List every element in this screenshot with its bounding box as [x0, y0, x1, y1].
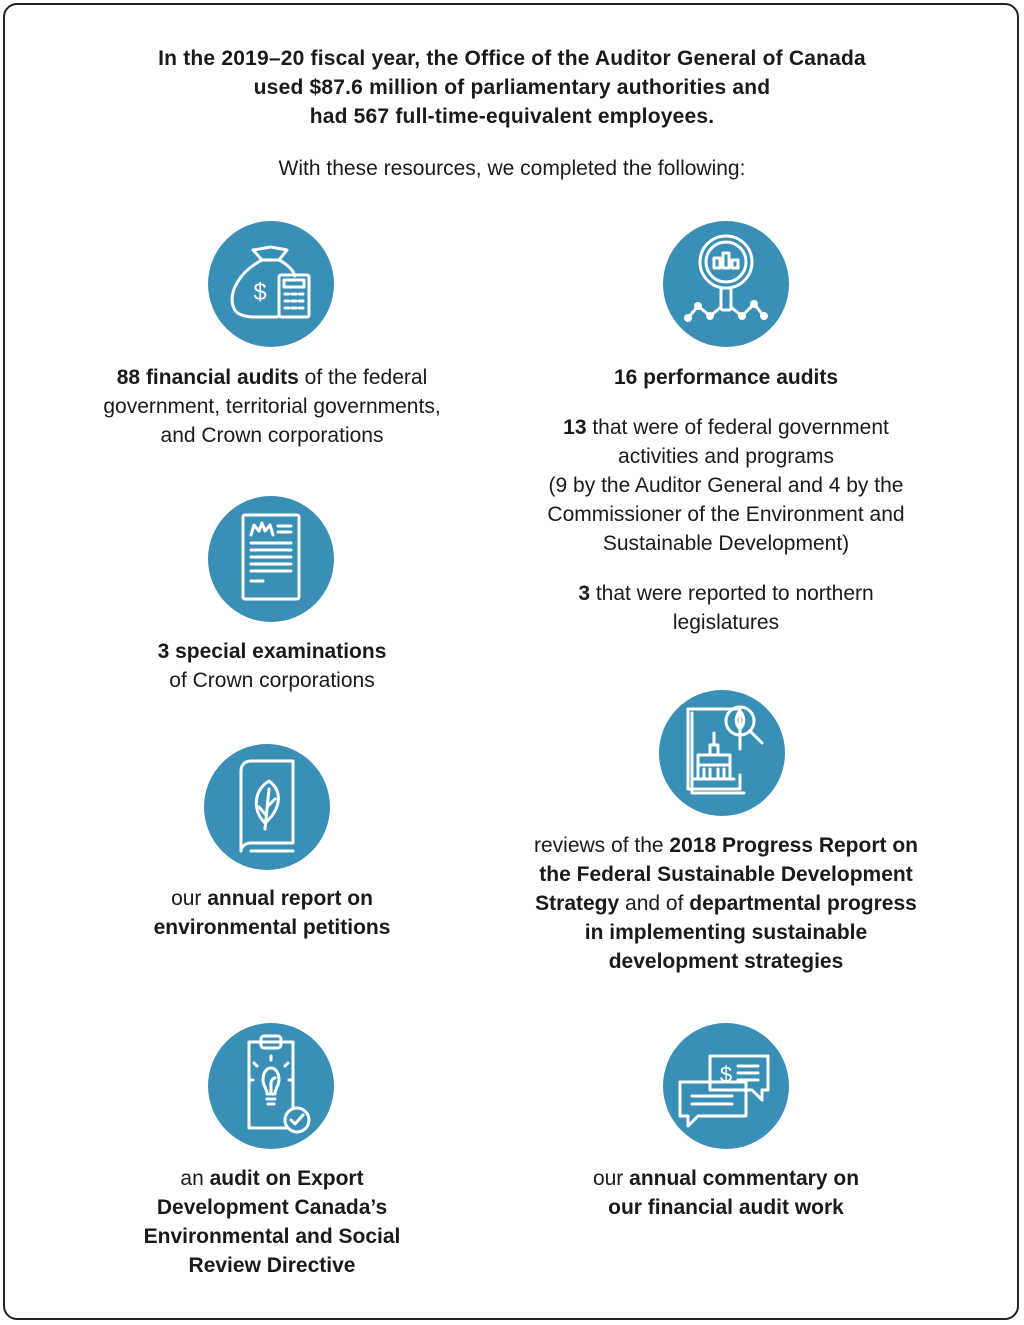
federal-audits-text-2: activities and programs	[618, 445, 834, 468]
svg-text:$: $	[719, 1062, 733, 1087]
document-crown-icon	[207, 495, 335, 623]
financial-audits-text-1: of the federal	[298, 366, 428, 389]
commentary-title-2: our financial audit work	[608, 1196, 844, 1219]
performance-audits-title: 16 performance audits	[613, 366, 839, 389]
federal-audits-text-1: that were of federal government	[586, 416, 889, 439]
export-audit-title-3: Environmental and Social	[143, 1225, 401, 1248]
performance-audits-text	[500, 363, 952, 637]
departmental-progress-1: departmental progress	[689, 892, 917, 915]
export-audit-text-pre: an	[180, 1167, 210, 1190]
export-audit-text	[60, 1164, 484, 1280]
speech-bubbles-dollar-icon	[662, 1022, 790, 1150]
intro-line-1: In the 2019–20 fiscal year, the Office of the Auditor General of Canada	[158, 47, 866, 70]
book-leaf-icon	[203, 743, 331, 871]
financial-audits-text	[60, 363, 484, 450]
northern-audits-count: 3	[578, 582, 590, 605]
export-audit-title-1: audit on Export	[209, 1167, 364, 1190]
progress-report-title-3: Strategy	[535, 892, 620, 915]
petitions-report-text	[60, 884, 484, 942]
federal-audits-count: 13	[563, 416, 587, 439]
intro-line-3: had 567 full-time-equivalent employees.	[309, 105, 715, 128]
special-examinations-count: 3 special examinations	[157, 640, 387, 663]
northern-audits-text-1: that were reported to northern	[590, 582, 874, 605]
federal-audits-text-4: Commissioner of the Environment and	[547, 503, 905, 526]
federal-audits-text-3: (9 by the Auditor General and 4 by the	[548, 474, 904, 497]
northern-audits-text-2: legislatures	[672, 611, 780, 634]
petitions-title-1: annual report on	[207, 887, 373, 910]
report-parliament-magnifier-icon	[658, 689, 786, 817]
departmental-progress-2: in implementing sustainable	[584, 921, 868, 944]
departmental-progress-3: development strategies	[608, 950, 844, 973]
petitions-text-pre: our	[171, 887, 208, 910]
annual-commentary-text	[500, 1164, 952, 1222]
resources-line: With these resources, we completed the following:	[278, 157, 746, 180]
progress-report-text-mid: and of	[619, 892, 690, 915]
federal-audits-text-5: Sustainable Development)	[602, 532, 850, 555]
progress-report-text-pre: reviews of the	[534, 834, 670, 857]
svg-text:$: $	[253, 279, 267, 306]
intro-heading	[60, 44, 964, 131]
magnifier-chart-icon	[662, 220, 790, 348]
export-audit-title-4: Review Directive	[188, 1254, 356, 1277]
money-bag-calculator-icon	[207, 220, 335, 348]
progress-report-title-2: the Federal Sustainable Development	[539, 863, 913, 886]
clipboard-lightbulb-check-icon	[207, 1022, 335, 1150]
special-examinations-text	[60, 637, 484, 695]
financial-audits-count: 88 financial audits	[116, 366, 299, 389]
commentary-text-pre: our	[592, 1167, 630, 1190]
progress-report-text	[500, 831, 952, 976]
financial-audits-text-3: and Crown corporations	[160, 424, 384, 447]
progress-report-title-1: 2018 Progress Report on	[669, 834, 918, 857]
intro-line-2: used $87.6 million of parliamentary authorities and	[253, 76, 771, 99]
commentary-title-1: annual commentary on	[629, 1167, 860, 1190]
financial-audits-text-2: government, territorial governments,	[103, 395, 441, 418]
petitions-title-2: environmental petitions	[153, 916, 391, 939]
export-audit-title-2: Development Canada’s	[156, 1196, 388, 1219]
special-examinations-text-2: of Crown corporations	[169, 669, 375, 692]
